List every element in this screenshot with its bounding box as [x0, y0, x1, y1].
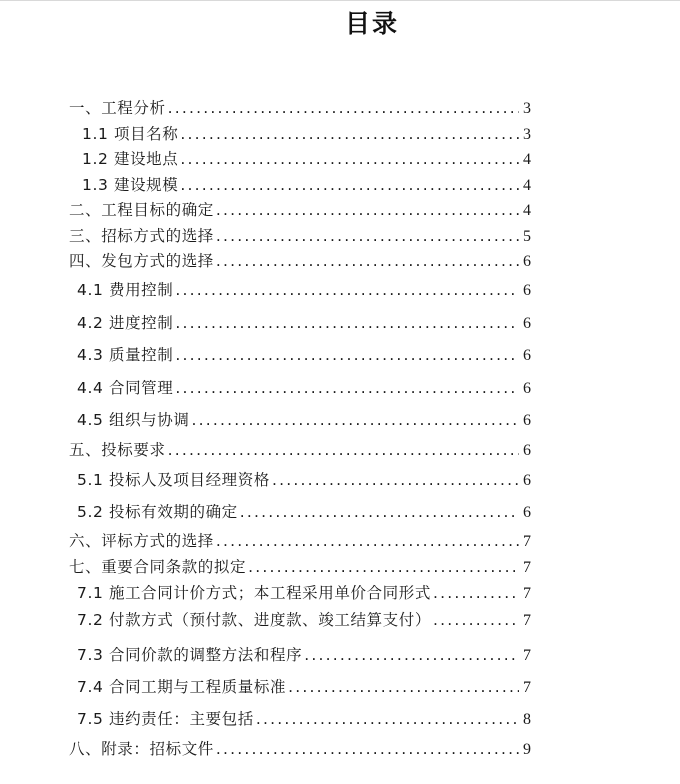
- toc-entry[interactable]: [69, 225, 531, 247]
- toc-dot-leader: [304, 644, 519, 666]
- toc-entry-text: 5.2 投标有效期的确定: [77, 503, 238, 521]
- toc-entry-text: 1.3 建设规模: [82, 176, 179, 194]
- toc-entry-text: 1.2 建设地点: [82, 150, 179, 168]
- toc-dot-leader: [168, 439, 519, 461]
- toc-dot-leader: [272, 469, 519, 491]
- toc-entry-text: 7.5 违约责任：主要包括: [77, 710, 254, 728]
- toc-entry[interactable]: [69, 530, 531, 552]
- toc-page-number: 7: [523, 612, 531, 629]
- toc-entry-text: 4.5 组织与协调: [77, 411, 190, 429]
- toc-entry[interactable]: [82, 174, 531, 196]
- toc-dot-leader: [180, 123, 519, 145]
- toc-dot-leader: [216, 738, 519, 760]
- toc-dot-leader: [168, 97, 519, 119]
- toc-entry[interactable]: [69, 439, 531, 461]
- toc-entry-text: 六、评标方式的选择: [69, 532, 214, 550]
- toc-entry[interactable]: [69, 250, 531, 272]
- toc-entry[interactable]: [77, 644, 531, 666]
- toc-dot-leader: [216, 199, 519, 221]
- toc-page-number: 9: [523, 741, 531, 758]
- toc-page-number: 6: [523, 380, 531, 397]
- toc-entry-text: 三、招标方式的选择: [69, 227, 214, 245]
- toc-entry-text: 一、工程分析: [69, 99, 166, 117]
- toc-entry[interactable]: [69, 738, 531, 760]
- toc-entry-text: 八、附录：招标文件: [69, 740, 214, 758]
- toc-entry[interactable]: [77, 344, 531, 366]
- toc-entry[interactable]: [77, 609, 531, 631]
- toc-page-number: 7: [523, 533, 531, 550]
- toc-entry[interactable]: [77, 582, 531, 604]
- toc-entry-text: 五、投标要求: [69, 441, 166, 459]
- toc-page-number: 6: [523, 315, 531, 332]
- toc-entry-text: 1.1 项目名称: [82, 125, 179, 143]
- toc-page-number: 8: [523, 711, 531, 728]
- toc-dot-leader: [216, 250, 519, 272]
- toc-entry[interactable]: [77, 708, 531, 730]
- toc-page-number: 6: [523, 253, 531, 270]
- top-divider: [0, 0, 680, 1]
- toc-entry[interactable]: [77, 312, 531, 334]
- toc-page-number: 6: [523, 442, 531, 459]
- toc-dot-leader: [433, 582, 519, 604]
- toc-page-number: 4: [523, 177, 531, 194]
- toc-dot-leader: [240, 501, 519, 523]
- toc-page-number: 3: [523, 100, 531, 117]
- toc-page-number: 6: [523, 504, 531, 521]
- toc-page-number: 5: [523, 228, 531, 245]
- toc-entry-text: 4.3 质量控制: [77, 346, 174, 364]
- toc-entry[interactable]: [69, 97, 531, 119]
- toc-page-number: 7: [523, 559, 531, 576]
- toc-entry-text: 7.4 合同工期与工程质量标准: [77, 678, 287, 696]
- toc-entry-text: 四、发包方式的选择: [69, 252, 214, 270]
- toc-page-number: 6: [523, 282, 531, 299]
- toc-dot-leader: [175, 344, 519, 366]
- toc-entry-text: 5.1 投标人及项目经理资格: [77, 471, 270, 489]
- toc-page-number: 7: [523, 679, 531, 696]
- toc-page-number: 7: [523, 585, 531, 602]
- toc-entry-text: 二、工程目标的确定: [69, 201, 214, 219]
- toc-entry-text: 7.3 合同价款的调整方法和程序: [77, 646, 303, 664]
- toc-dot-leader: [175, 279, 519, 301]
- toc-page-number: 3: [523, 126, 531, 143]
- toc-entry-text: 7.2 付款方式（预付款、进度款、竣工结算支付）: [77, 611, 431, 629]
- toc-page-number: 6: [523, 472, 531, 489]
- toc-dot-leader: [248, 556, 519, 578]
- toc-entry[interactable]: [77, 409, 531, 431]
- toc-entry[interactable]: [77, 501, 531, 523]
- toc-entry[interactable]: [69, 556, 531, 578]
- toc-entry-text: 4.2 进度控制: [77, 314, 174, 332]
- toc-dot-leader: [256, 708, 519, 730]
- toc-entry[interactable]: [77, 676, 531, 698]
- toc-dot-leader: [288, 676, 519, 698]
- toc-entry[interactable]: [69, 199, 531, 221]
- toc-page-number: 6: [523, 347, 531, 364]
- toc-dot-leader: [216, 530, 519, 552]
- toc-dot-leader: [180, 148, 519, 170]
- toc-dot-leader: [216, 225, 519, 247]
- toc-entry[interactable]: [77, 377, 531, 399]
- toc-entry[interactable]: [77, 469, 531, 491]
- toc-entry-text: 4.4 合同管理: [77, 379, 174, 397]
- toc-dot-leader: [191, 409, 519, 431]
- toc-page-number: 6: [523, 412, 531, 429]
- toc-page-number: 4: [523, 202, 531, 219]
- toc-entry[interactable]: [82, 123, 531, 145]
- toc-entry-text: 七、重要合同条款的拟定: [69, 558, 247, 576]
- toc-entry[interactable]: [77, 279, 531, 301]
- toc-page-number: 7: [523, 647, 531, 664]
- page-title: 目录: [344, 9, 399, 38]
- toc-dot-leader: [433, 609, 519, 631]
- toc-dot-leader: [175, 312, 519, 334]
- toc-entry-text: 4.1 费用控制: [77, 281, 174, 299]
- toc-dot-leader: [180, 174, 519, 196]
- toc-entry-text: 7.1 施工合同计价方式；本工程采用单价合同形式: [77, 584, 431, 602]
- toc-page-number: 4: [523, 151, 531, 168]
- toc-entry[interactable]: [82, 148, 531, 170]
- toc-dot-leader: [175, 377, 519, 399]
